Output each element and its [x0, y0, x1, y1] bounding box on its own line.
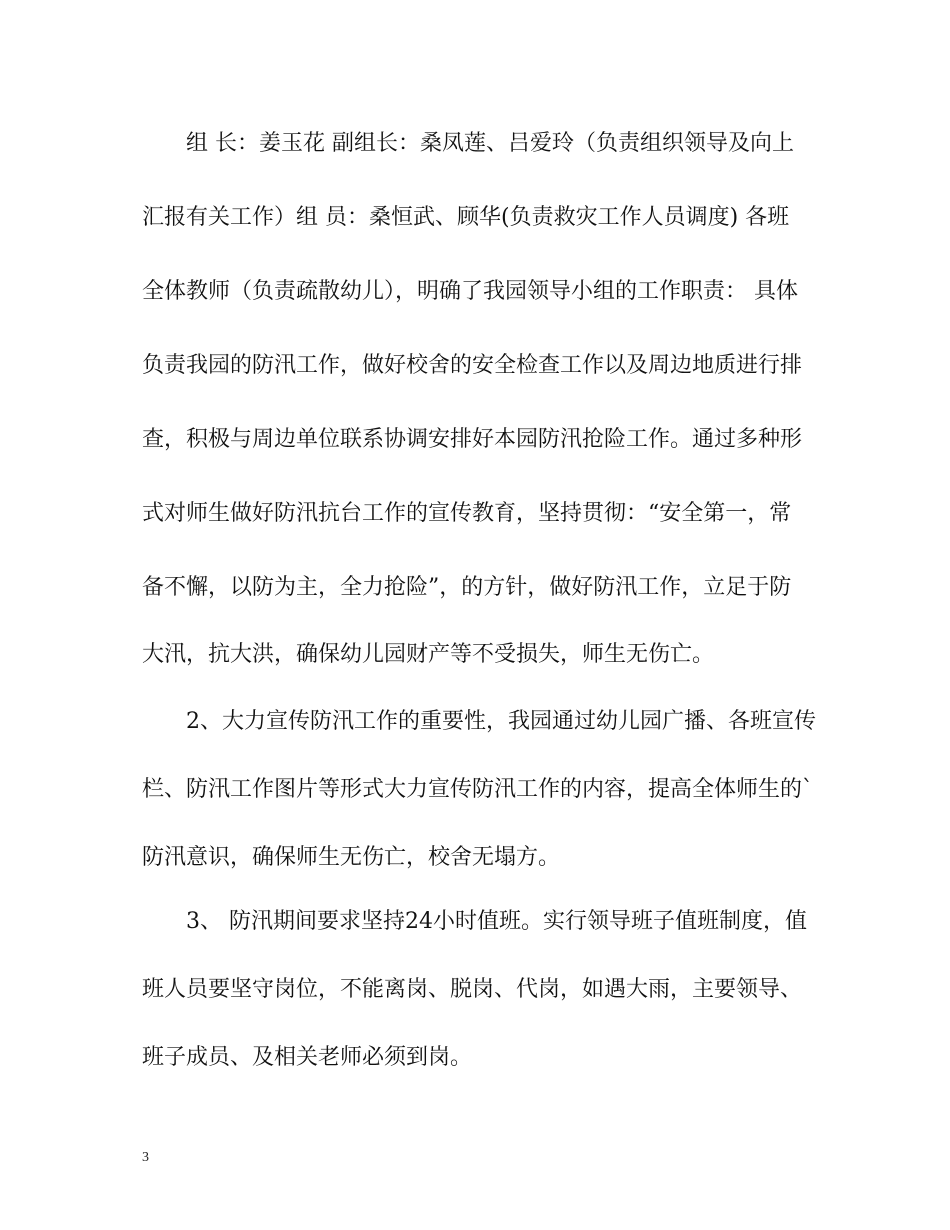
page-number: 3: [142, 1150, 149, 1165]
text-line: 2、大力宣传防汛工作的重要性，我园通过幼儿园广播、各班宣传: [186, 709, 816, 734]
text-line: 查，积极与周边单位联系协调安排好本园防汛抢险工作。通过多种形: [142, 427, 803, 452]
text-line: 防汛意识，确保师生无伤亡，校舍无塌方。: [142, 845, 561, 870]
text-line: 大汛，抗大洪，确保幼儿园财产等不受损失，师生无伤亡。: [142, 642, 715, 667]
text-line: 栏、防汛工作图片等形式大力宣传防汛工作的内容，提高全体师生的`: [142, 777, 814, 802]
text-line: 组 长：姜玉花 副组长：桑凤莲、吕爱玲（负责组织领导及向上: [186, 131, 794, 156]
text-line: 备不懈，以防为主，全力抢险”，的方针，做好防汛工作，立足于防: [142, 575, 792, 600]
text-line: 式对师生做好防汛抗台工作的宣传教育，坚持贯彻：“安全第一，常: [142, 501, 792, 526]
text-line: 负责我园的防汛工作，做好校舍的安全检查工作以及周边地质进行排: [142, 353, 803, 378]
text-line: 3、 防汛期间要求坚持24小时值班。实行领导班子值班制度，值: [186, 909, 807, 934]
text-line: 全体教师（负责疏散幼儿），明确了我园领导小组的工作职责： 具体: [142, 279, 798, 304]
text-line: 班人员要坚守岗位，不能离岗、脱岗、代岗，如遇大雨，主要领导、: [142, 977, 803, 1002]
text-line: 汇报有关工作）组 员：桑恒武、顾华(负责救灾工作人员调度) 各班: [142, 205, 790, 230]
text-line: 班子成员、及相关老师必须到岗。: [142, 1045, 473, 1070]
